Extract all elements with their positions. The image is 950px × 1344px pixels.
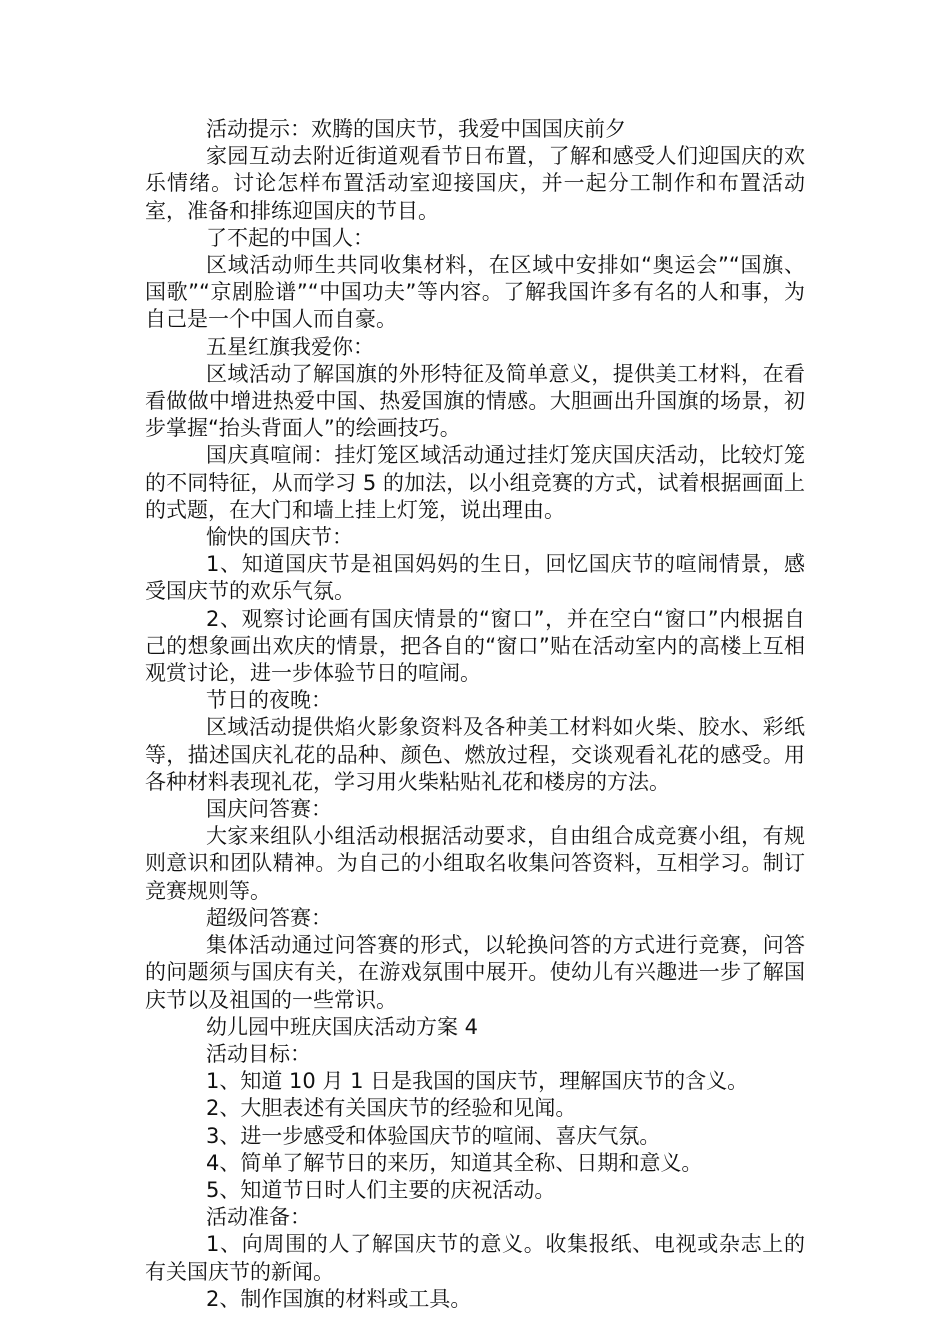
paragraph-fireworks: 区域活动提供焰火影象资料及各种美工材料如火柴、胶水、彩纸等，描述国庆礼花的品种、颜色、燃放过程，交谈观看礼花的感受。用各种材料表现礼花，学习用火柴粘贴礼花和楼房的方法。	[145, 715, 805, 794]
heading-quiz-contest: 国庆问答赛：	[206, 797, 332, 822]
goal-item-4: 4、简单了解节日的来历，知道其全称、日期和意义。	[206, 1150, 703, 1175]
prep-item-1: 1、向周围的人了解国庆节的意义。收集报纸、电视或杂志上的有关国庆节的新闻。	[145, 1232, 805, 1284]
heading-super-quiz: 超级问答赛：	[206, 905, 332, 930]
goal-item-5: 5、知道节日时人们主要的庆祝活动。	[206, 1177, 556, 1202]
paragraph-home-interaction: 家园互动去附近街道观看节日布置，了解和感受人们迎国庆的欢乐情绪。讨论怎样布置活动室迎接国庆，并一起分工制作和布置活动室，准备和排练迎国庆的节目。	[145, 144, 805, 223]
paragraph-activity-tip: 活动提示：欢腾的国庆节，我爱中国国庆前夕	[206, 117, 626, 141]
paragraph-flag-features: 区域活动了解国旗的外形特征及简单意义，提供美工材料，在看看做做中增进热爱中国、热爱国旗的情感。大胆画出升国旗的场景，初步掌握“抬头背面人”的绘画技巧。	[145, 361, 805, 441]
list-item-window: 2、观察讨论画有国庆情景的“窗口”，并在空白“窗口”内根据自己的想象画出欢庆的情景，把各自的“窗口”贴在活动室内的高楼上互相观赏讨论，进一步体验节日的喧闹。	[145, 606, 805, 686]
heading-happy-national-day: 愉快的国庆节：	[206, 525, 353, 550]
paragraph-lanterns: 国庆真喧闹：挂灯笼区域活动通过挂灯笼庆国庆活动，比较灯笼的不同特征，从而学习 5 的加法，以小组竞赛的方式，试着根据画面上的式题，在大门和墙上挂上灯笼，说出理由。	[145, 443, 805, 522]
heading-festival-night: 节日的夜晚：	[206, 688, 332, 713]
goal-item-2: 2、大胆表述有关国庆节的经验和见闻。	[206, 1096, 577, 1121]
heading-five-star-flag: 五星红旗我爱你：	[206, 334, 374, 359]
heading-activity-preparation: 活动准备：	[206, 1205, 311, 1230]
heading-activity-goals: 活动目标：	[206, 1041, 311, 1066]
heading-plan-4: 幼儿园中班庆国庆活动方案 4	[206, 1014, 479, 1039]
heading-great-chinese: 了不起的中国人：	[206, 225, 374, 250]
document-body	[145, 116, 805, 1313]
prep-item-2: 2、制作国旗的材料或工具。	[206, 1286, 472, 1311]
paragraph-group-quiz: 集体活动通过问答赛的形式，以轮换问答的方式进行竞赛，问答的问题须与国庆有关，在游戏氛围中展开。使幼儿有兴趣进一步了解国庆节以及祖国的一些常识。	[145, 933, 805, 1012]
goal-item-3: 3、进一步感受和体验国庆节的喧闹、喜庆气氛。	[206, 1123, 661, 1148]
paragraph-team-up: 大家来组队小组活动根据活动要求，自由组合成竞赛小组，有规则意识和团队精神。为自己的小组取名收集问答资料，互相学习。制订竞赛规则等。	[145, 824, 805, 903]
goal-item-1: 1、知道 10 月 1 日是我国的国庆节，理解国庆节的含义。	[206, 1069, 749, 1094]
list-item-birthday: 1、知道国庆节是祖国妈妈的生日，回忆国庆节的喧闹情景，感受国庆节的欢乐气氛。	[145, 552, 805, 604]
paragraph-area-activity-collect: 区域活动师生共同收集材料，在区域中安排如“奥运会”“国旗、国歌”“京剧脸谱”“中国功夫”等内容。了解我国许多有名的人和事，为自己是一个中国人而自豪。	[145, 253, 805, 332]
